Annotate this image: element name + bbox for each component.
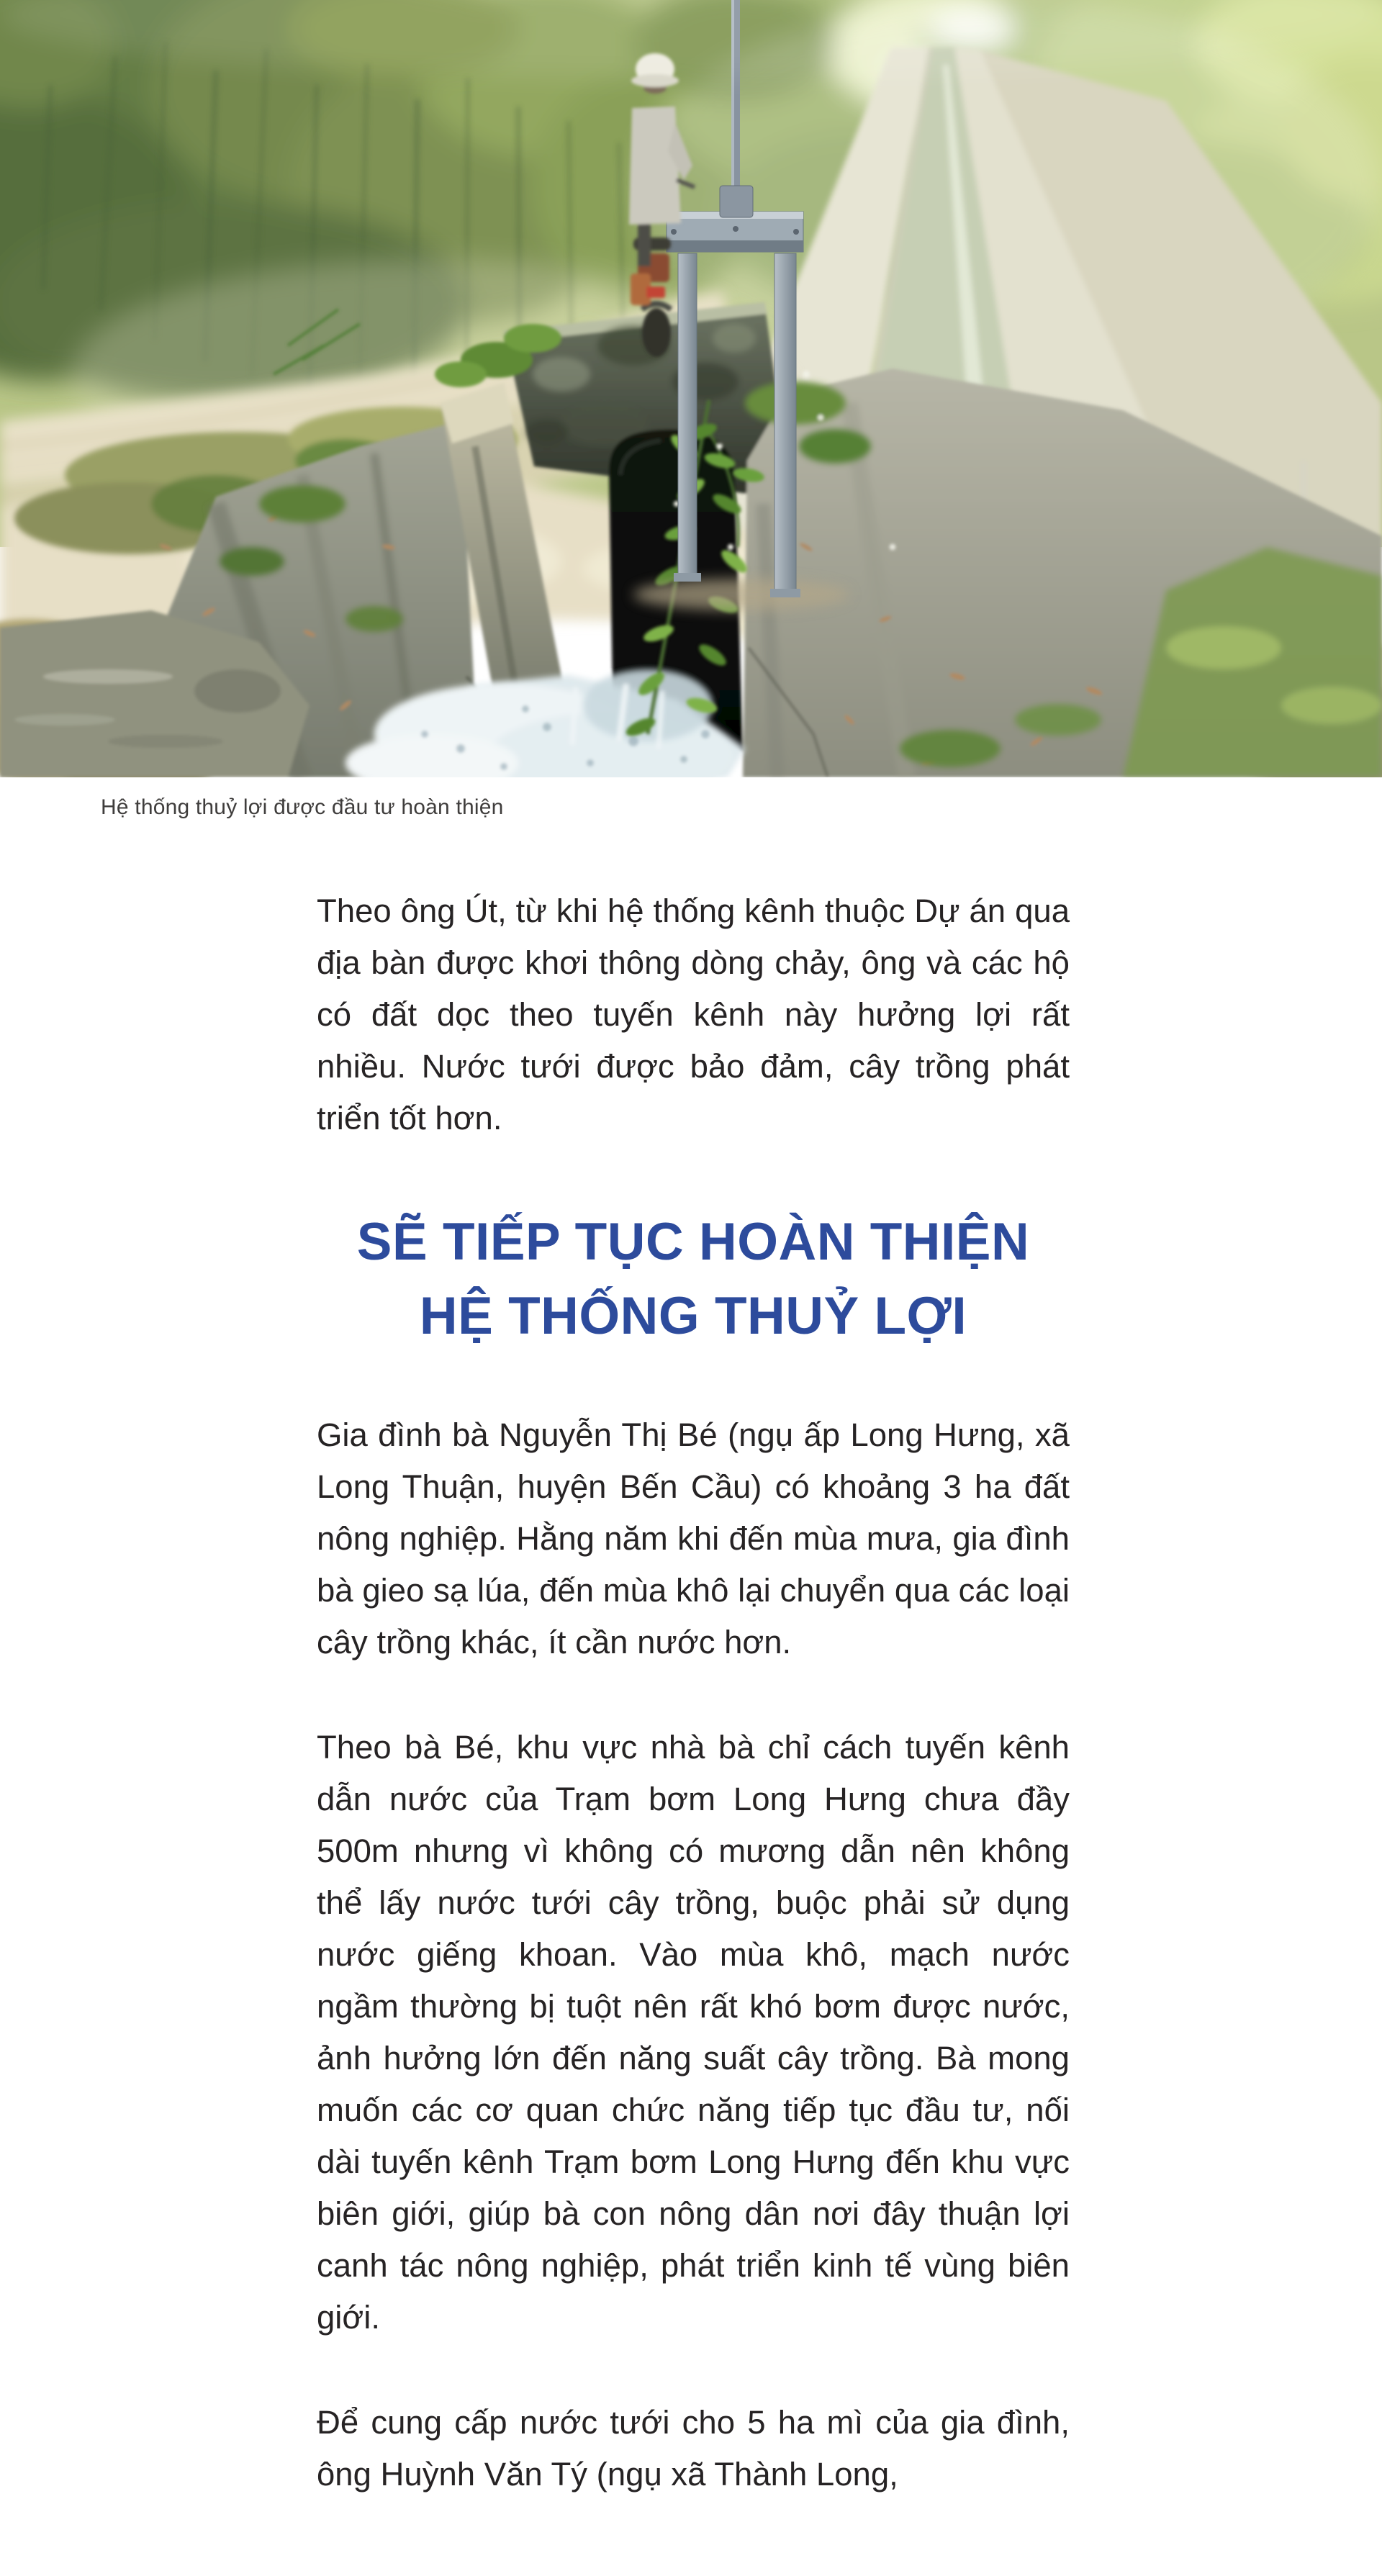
paragraph-truncated: Để cung cấp nước tưới cho 5 ha mì của gia đình, ông Huỳnh Văn Tý (ngụ xã Thành Long, [317, 2404, 1070, 2493]
photo-caption: Hệ thống thuỷ lợi được đầu tư hoàn thiện [101, 795, 504, 819]
paragraph: Theo bà Bé, khu vực nhà bà chỉ cách tuyến kênh dẫn nước của Trạm bơm Long Hưng chưa đầy 500m nhưng vì không có mương dẫn nên không thể lấy nước tưới cây trồng, buộc phải sử dụng nước giếng khoan. Vào mùa khô, mạch nước ngầm thường bị tuột nên rất khó bơm được nước, ảnh hưởng lớn đến năng suất cây trồng. Bà mong muốn các cơ quan chức năng tiếp tục đầu tư, nối dài tuyến kênh Trạm bơm Long Hưng đến khu vực biên giới, giúp bà con nông dân nơi đây thuận lợi canh tác nông nghiệp, phát triển kinh tế vùng biên giới. [317, 1729, 1070, 2336]
article-body [317, 885, 1070, 2500]
irrigation-photo-illustration [0, 0, 1382, 777]
article-photo [0, 0, 1382, 777]
section-heading [317, 1205, 1070, 1353]
section-heading-line-1: SẼ TIẾP TỤC HOÀN THIỆN [356, 1213, 1030, 1271]
paragraph: Gia đình bà Nguyễn Thị Bé (ngụ ấp Long Hưng, xã Long Thuận, huyện Bến Cầu) có khoảng 3 ha đất nông nghiệp. Hằng năm khi đến mùa mưa, gia đình bà gieo sạ lúa, đến mùa khô lại chuyển qua các loại cây trồng khác, ít cần nước hơn. [317, 1416, 1070, 1660]
section-heading-line-2: HỆ THỐNG THUỶ LỢI [419, 1287, 967, 1345]
paragraph-intro: Theo ông Út, từ khi hệ thống kênh thuộc Dự án qua địa bàn được khơi thông dòng chảy, ông và các hộ có đất dọc theo tuyến kênh này hưởng lợi rất nhiều. Nước tưới được bảo đảm, cây trồng phát triển tốt hơn. [317, 892, 1070, 1136]
